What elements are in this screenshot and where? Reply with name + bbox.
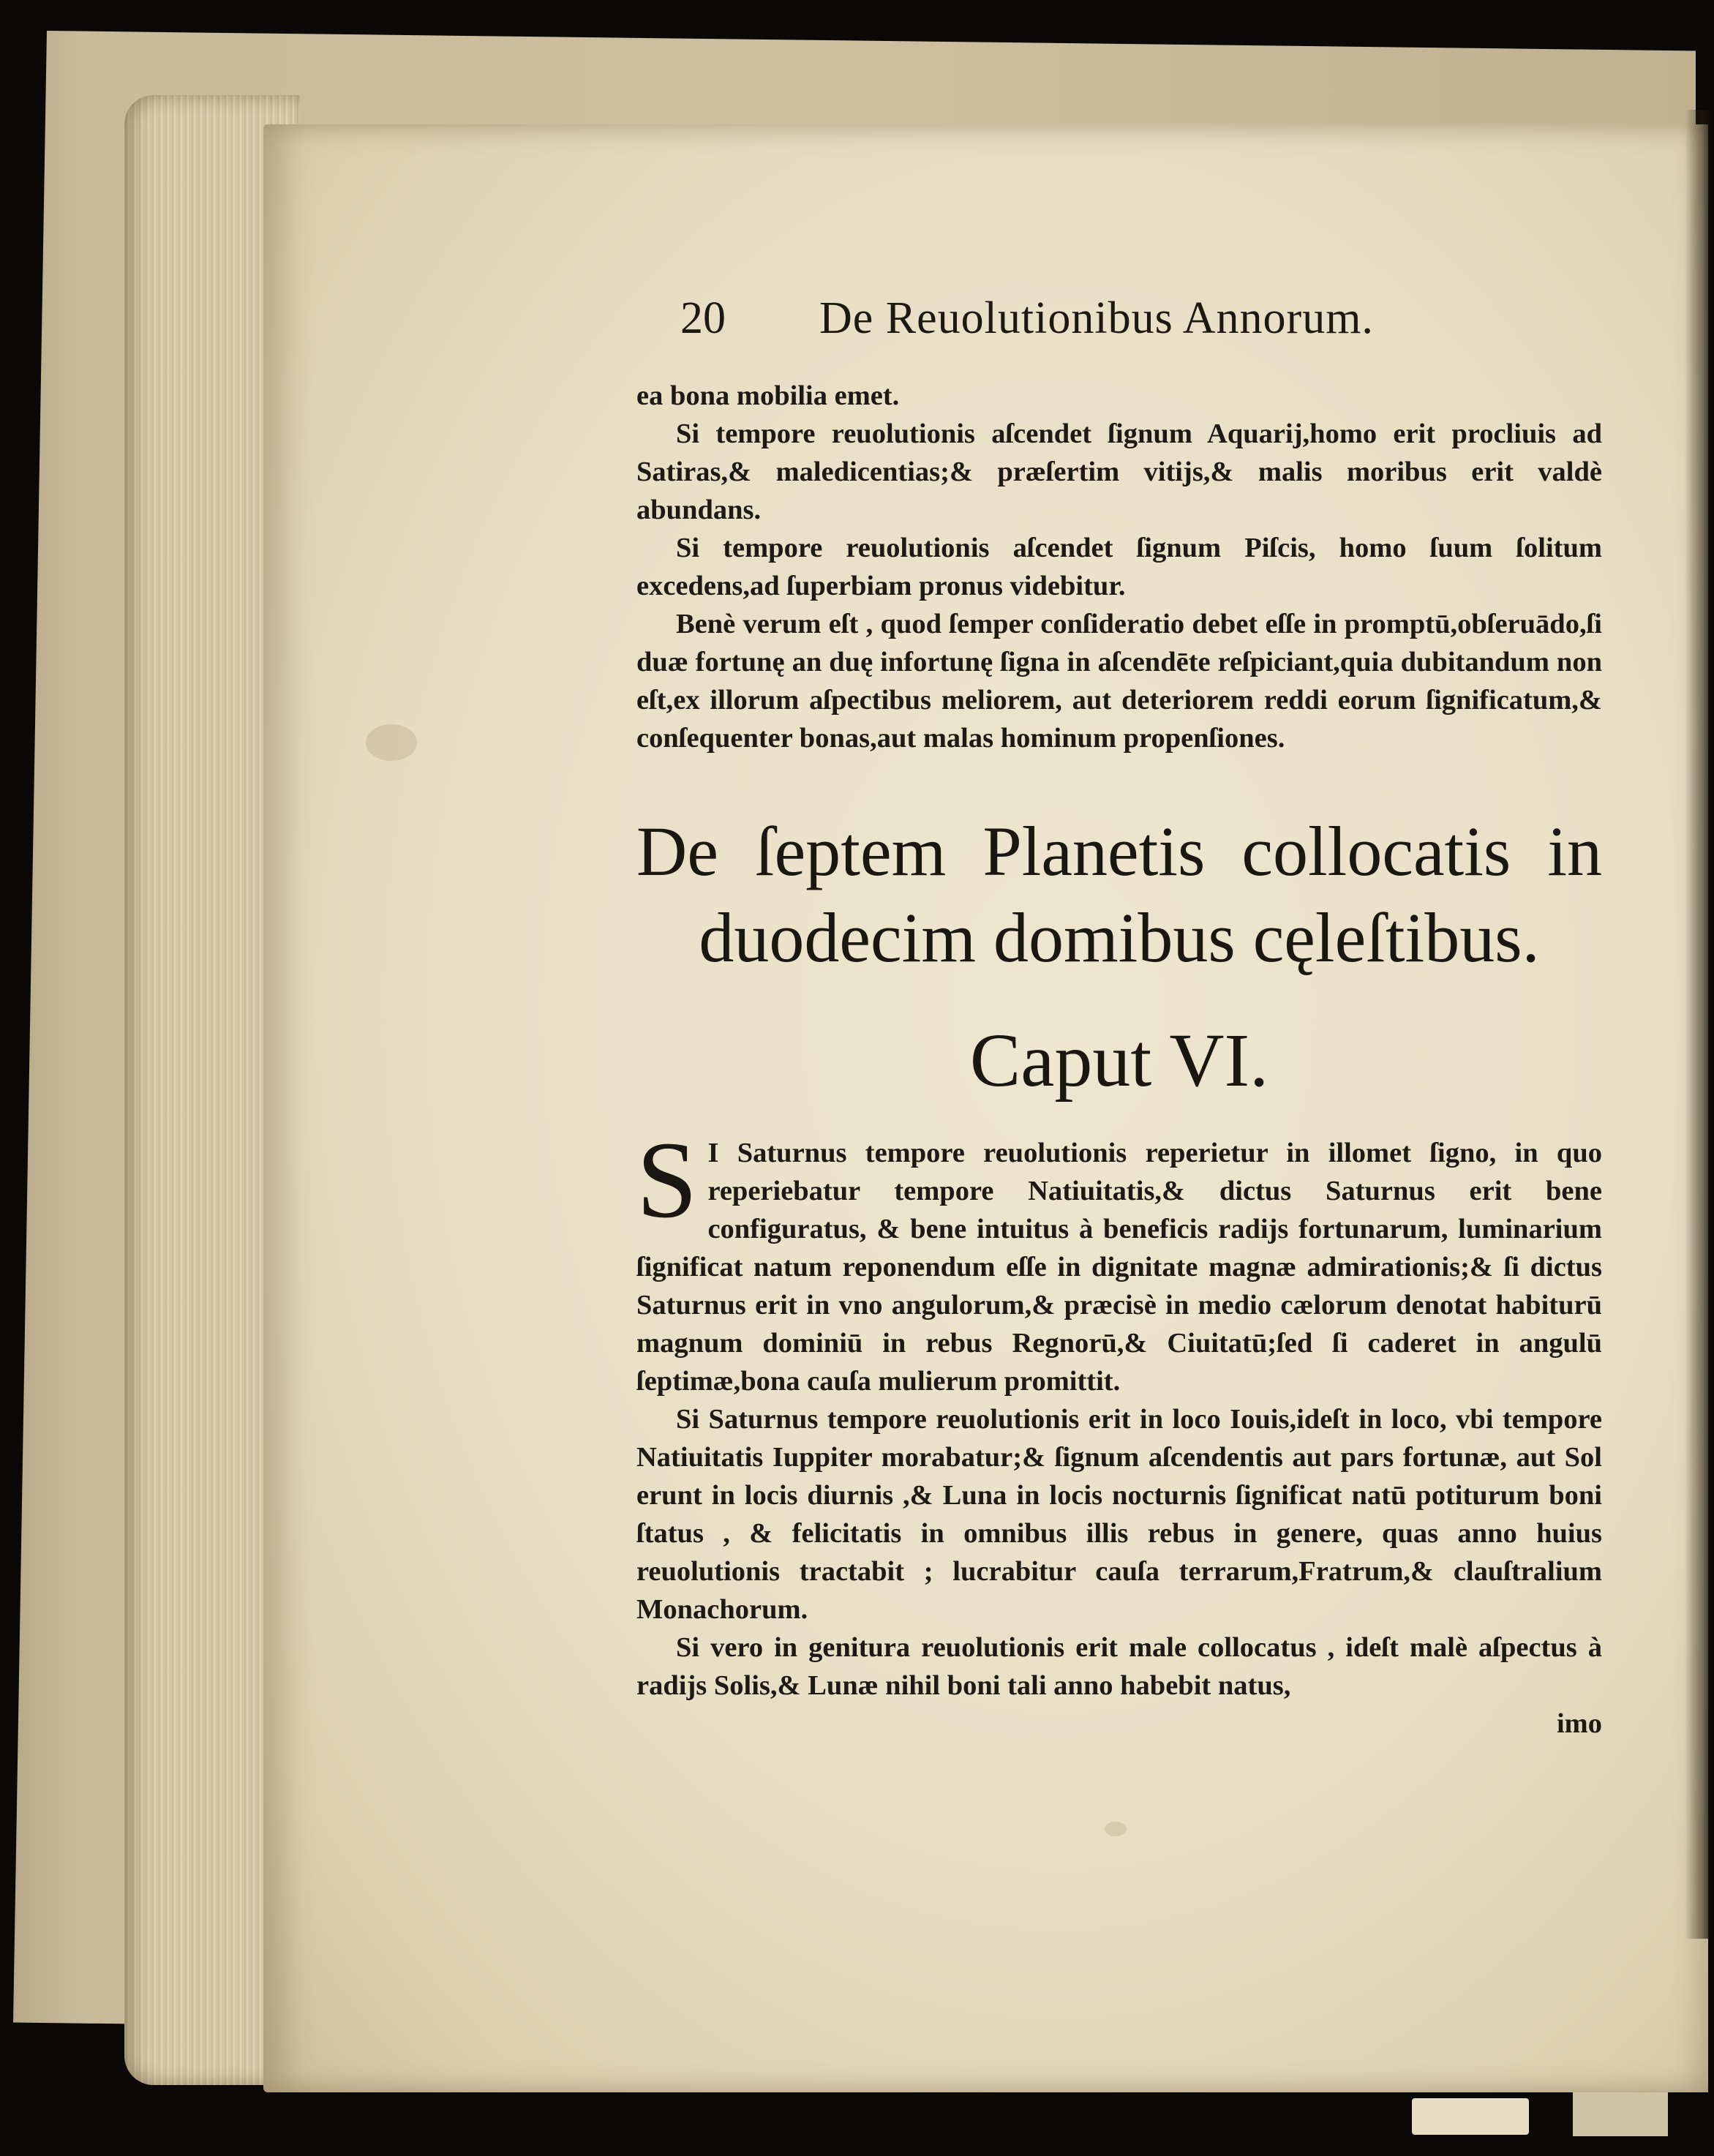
paragraph: Benè verum eſt , quod ſemper conſideratio debet eſſe in promptū,obſeruādo,ſi duæ fortunę an duę infortunę ſigna in aſcendēte reſpiciant,quia dubitandum non eſt,ex illorum aſpectibus meliorem, aut deteriorem reddi eorum ſignificatum,& conſequenter bonas,aut malas hominum propenſiones. [636, 609, 1602, 754]
text-block-body [636, 1119, 1602, 1743]
catchword: imo [1556, 1708, 1602, 1739]
gutter-shadow [1685, 110, 1714, 1939]
section-heading [636, 808, 1602, 981]
page-number: 20 [680, 293, 726, 343]
heading-line-1: De ſeptem Planetis collocatis in [636, 812, 1602, 890]
text-block-top [636, 377, 1602, 757]
paragraph: Si tempore reuolutionis aſcendet ſignum Aquarij,homo erit procliuis ad Satiras,& maledicentias;& præſertim vitijs,& malis moribus erit valdè abundans. [636, 418, 1602, 525]
paper-stain [366, 724, 417, 761]
paragraph: Si vero in genitura reuolutionis erit male collocatus , ideſt malè aſpectus à radijs Solis,& Lunæ nihil boni tali anno habebit natus, [636, 1632, 1602, 1701]
drop-cap: S [636, 1119, 698, 1241]
paragraph: Si tempore reuolutionis aſcendet ſignum Piſcis, homo ſuum ſolitum excedens,ad ſuperbiam pronus videbitur. [636, 533, 1602, 601]
paper-stain [1105, 1822, 1127, 1836]
paragraph: I Saturnus tempore reuolutionis reperietur in illomet ſigno, in quo reperiebatur tempore Natiuitatis,& dictus Saturnus erit bene configuratus, & bene intuitus à beneficis radijs fortunarum, luminarium ſignificat natum reponendum eſſe in dignitate magnæ admirationis;& ſi dictus Saturnus erit in vno angulorum,& præcisè in medio cælorum denotat habiturū magnum dominiū in rebus Regnorū,& Ciuitatū;ſed ſi caderet in angulū ſeptimæ,bona cauſa mulierum promittit. [636, 1138, 1602, 1397]
running-title: De Reuolutionibus Annorum. [819, 293, 1374, 343]
bookmark-tab [1412, 2098, 1529, 2135]
chapter-heading: Caput VI. [969, 1018, 1269, 1103]
paragraph: Si Saturnus tempore reuolutionis erit in loco Iouis,ideſt in loco, vbi tempore Natiuitatis Iuppiter morabatur;& ſignum aſcendentis aut pars fortunæ, aut Sol erunt in locis diurnis ,& Luna in locis nocturnis ſignificat natū potiturum boni ſtatus , & felicitatis in omnibus illis rebus in genere, quas anno huius reuolutionis tractabit ; lucrabitur cauſa terrarum,Fratrum,& clauſtralium Monachorum. [636, 1404, 1602, 1625]
paragraph: ea bona mobilia emet. [636, 380, 900, 411]
heading-line-2: duodecim domibus cęleſtibus. [699, 898, 1540, 977]
bookmark-tab [1573, 2092, 1668, 2136]
running-head [680, 293, 1602, 351]
